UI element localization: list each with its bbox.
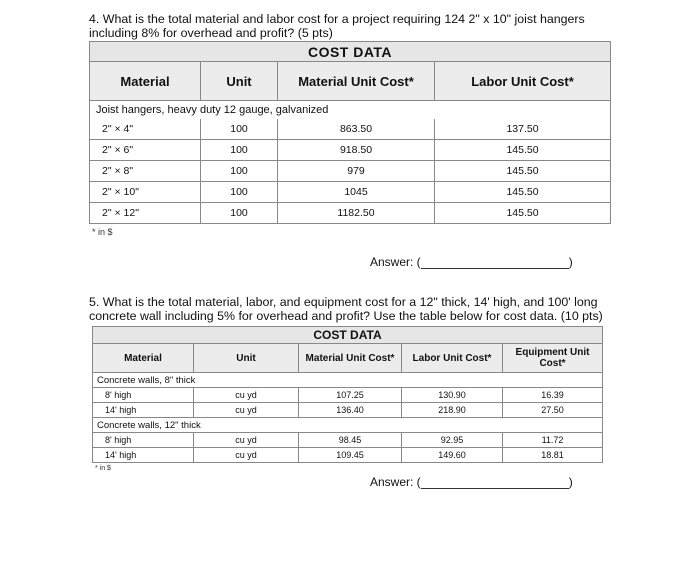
- unit-cell: 100: [201, 119, 278, 140]
- labor-cost-cell: 137.50: [435, 119, 611, 140]
- material-cell: 2" × 12": [90, 203, 201, 224]
- material-cell: 2" × 8": [90, 161, 201, 182]
- answer-line-2: [370, 475, 573, 489]
- labor-cost-cell: 145.50: [435, 161, 611, 182]
- col-header-unit: Unit: [194, 344, 299, 373]
- table-title: COST DATA: [90, 42, 611, 62]
- material-cost-cell: 918.50: [278, 140, 435, 161]
- labor-cost-cell: 92.95: [402, 433, 503, 448]
- col-header-material-cost: Material Unit Cost*: [278, 62, 435, 101]
- unit-cell: cu yd: [194, 448, 299, 463]
- table-row: [93, 433, 603, 448]
- material-cost-cell: 109.45: [299, 448, 402, 463]
- cost-data-table-2: [92, 326, 603, 463]
- labor-cost-cell: 145.50: [435, 140, 611, 161]
- material-cell: 2" × 4": [90, 119, 201, 140]
- answer-close: ): [568, 475, 573, 489]
- table-row: [90, 161, 611, 182]
- labor-cost-cell: 145.50: [435, 203, 611, 224]
- unit-cell: 100: [201, 161, 278, 182]
- col-header-equipment-cost: Equipment Unit Cost*: [503, 344, 603, 373]
- labor-cost-cell: 145.50: [435, 182, 611, 203]
- material-cell: 2" × 6": [90, 140, 201, 161]
- answer-label: Answer: (: [370, 475, 421, 489]
- equipment-cost-cell: 16.39: [503, 388, 603, 403]
- unit-cell: cu yd: [194, 403, 299, 418]
- table-footnote: * in $: [95, 465, 111, 472]
- material-cost-cell: 107.25: [299, 388, 402, 403]
- material-cell: 2" × 10": [90, 182, 201, 203]
- equipment-cost-cell: 11.72: [503, 433, 603, 448]
- equipment-cost-cell: 27.50: [503, 403, 603, 418]
- table-row: [90, 182, 611, 203]
- labor-cost-cell: 130.90: [402, 388, 503, 403]
- unit-cell: cu yd: [194, 433, 299, 448]
- material-cost-cell: 863.50: [278, 119, 435, 140]
- equipment-cost-cell: 18.81: [503, 448, 603, 463]
- group-label: Concrete walls, 12" thick: [93, 418, 603, 433]
- material-cell: 8' high: [93, 433, 194, 448]
- material-cost-cell: 98.45: [299, 433, 402, 448]
- cost-data-table-1: [89, 41, 611, 224]
- answer-line-1: [370, 255, 573, 269]
- material-cell: 14' high: [93, 448, 194, 463]
- col-header-material-cost: Material Unit Cost*: [299, 344, 402, 373]
- unit-cell: 100: [201, 140, 278, 161]
- answer-close: ): [568, 255, 573, 269]
- unit-cell: 100: [201, 182, 278, 203]
- material-cost-cell: 136.40: [299, 403, 402, 418]
- table-row: [90, 119, 611, 140]
- table-row: [93, 448, 603, 463]
- answer-blank[interactable]: [421, 255, 569, 269]
- labor-cost-cell: 218.90: [402, 403, 503, 418]
- material-cost-cell: 1182.50: [278, 203, 435, 224]
- col-header-labor-cost: Labor Unit Cost*: [402, 344, 503, 373]
- table-row: [90, 203, 611, 224]
- unit-cell: cu yd: [194, 388, 299, 403]
- col-header-unit: Unit: [201, 62, 278, 101]
- question-4-text: 4. What is the total material and labor cost for a project requiring 124 2" x 10" joist hangers including 8% for overhead and profit? (5 pts): [89, 12, 585, 40]
- group-label: Concrete walls, 8" thick: [93, 373, 603, 388]
- table-footnote: * in $: [92, 227, 113, 237]
- table-row: [93, 403, 603, 418]
- material-cost-cell: 1045: [278, 182, 435, 203]
- material-cost-cell: 979: [278, 161, 435, 182]
- material-cell: 14' high: [93, 403, 194, 418]
- material-cell: 8' high: [93, 388, 194, 403]
- col-header-material: Material: [90, 62, 201, 101]
- table-row: [93, 388, 603, 403]
- col-header-labor-cost: Labor Unit Cost*: [435, 62, 611, 101]
- table-title: COST DATA: [93, 327, 603, 344]
- answer-blank[interactable]: [421, 475, 569, 489]
- unit-cell: 100: [201, 203, 278, 224]
- table-row: [90, 140, 611, 161]
- col-header-material: Material: [93, 344, 194, 373]
- question-5-text: 5. What is the total material, labor, and equipment cost for a 12" thick, 14' high, and 100' long concrete wall including 5% for overhead and profit? Use the table below for cost data. (10 pts): [89, 295, 603, 323]
- labor-cost-cell: 149.60: [402, 448, 503, 463]
- answer-label: Answer: (: [370, 255, 421, 269]
- group-label: Joist hangers, heavy duty 12 gauge, galvanized: [90, 101, 611, 120]
